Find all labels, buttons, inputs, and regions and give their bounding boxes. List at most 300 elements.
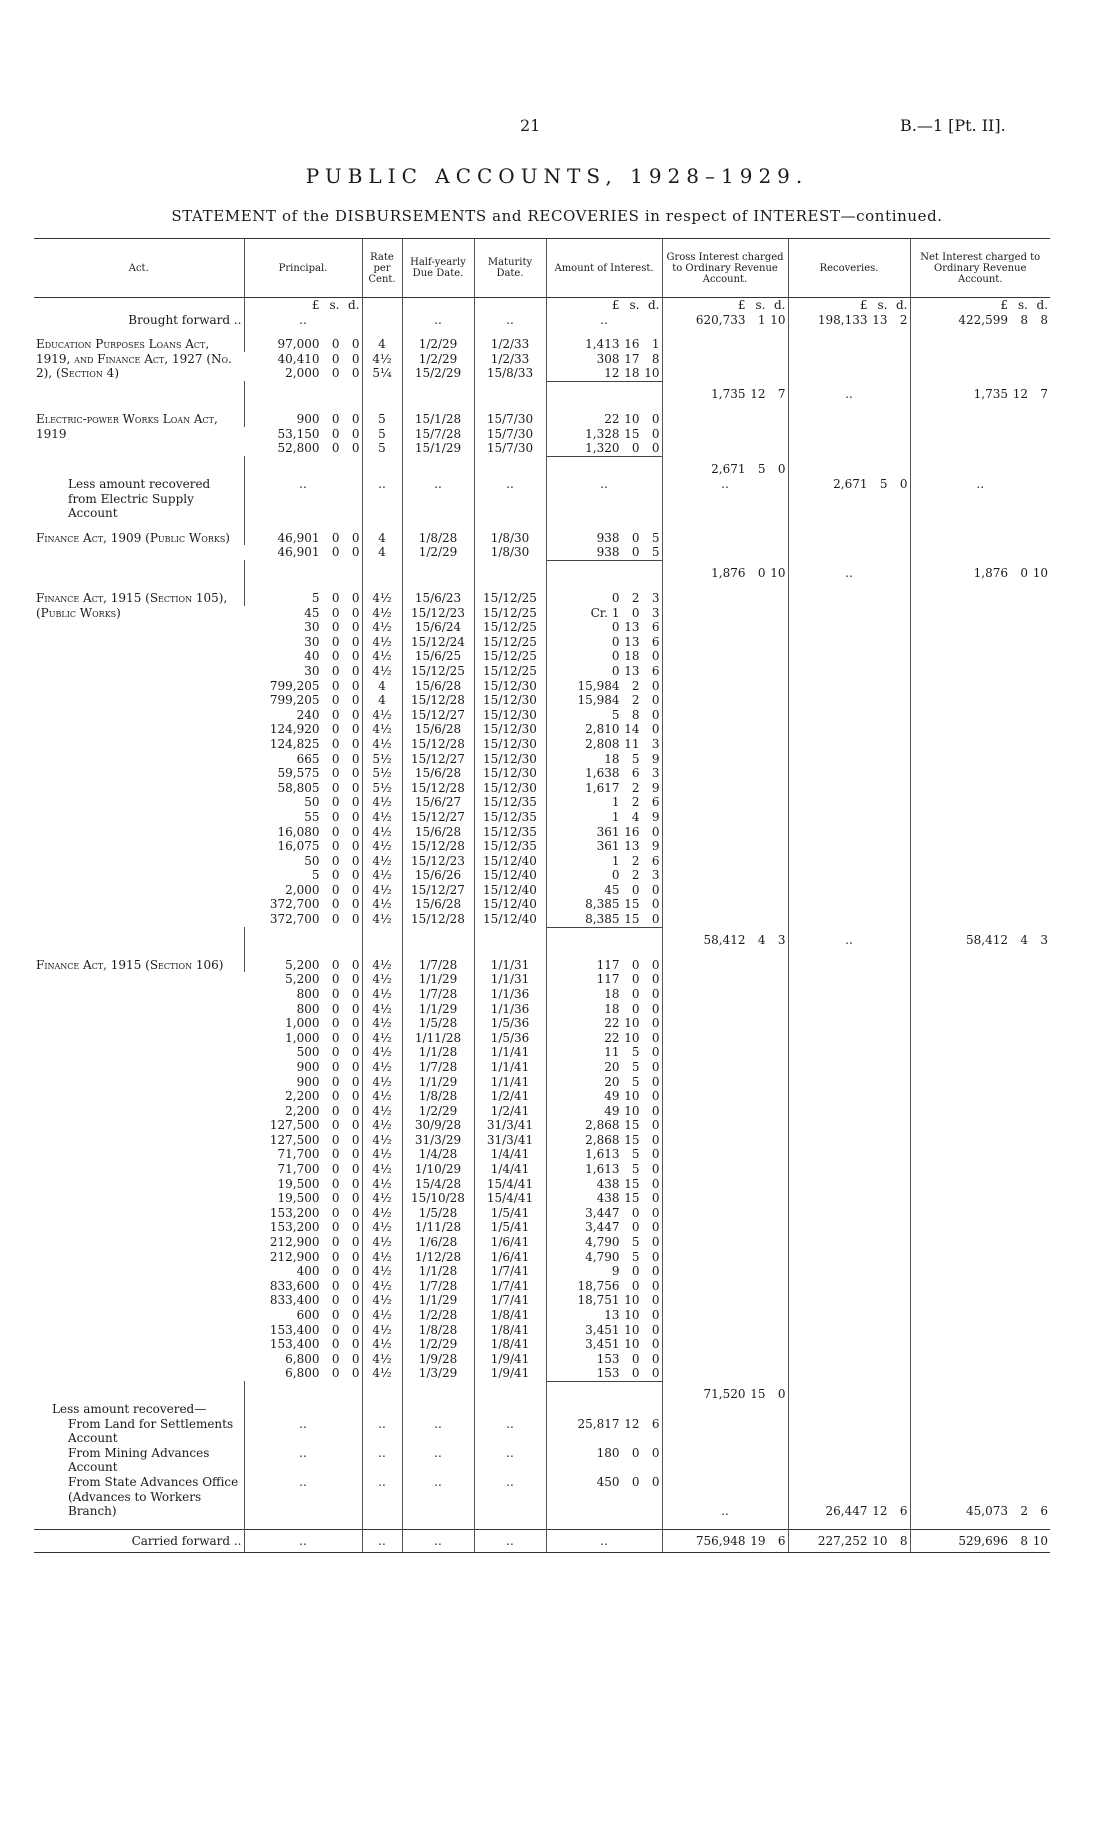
maturity-cell: 15/7/30: [474, 427, 546, 442]
spacer-row: [34, 581, 1050, 591]
pounds: 1,328: [585, 426, 620, 441]
shillings: s.: [629, 298, 640, 312]
section-net-total: [910, 560, 1050, 581]
amount-cell-value: [549, 635, 660, 650]
amount-cell-value: [549, 352, 660, 367]
shillings: 0: [331, 868, 340, 883]
recoveries-cell: [788, 1104, 910, 1119]
amount-cell: [546, 1147, 662, 1162]
pounds: £: [859, 298, 868, 312]
shillings: 0: [331, 1235, 340, 1250]
amount-cell: [546, 366, 662, 381]
amount-cell: [546, 1279, 662, 1294]
half-yearly-cell: 30/9/28: [402, 1118, 474, 1133]
pounds: 600: [296, 1308, 320, 1322]
shillings: 0: [331, 1249, 340, 1264]
recoveries-cell: [788, 427, 910, 442]
less-item-rate: ..: [362, 1446, 402, 1475]
rate-cell: 4½: [362, 854, 402, 869]
amount-cell: [546, 664, 662, 679]
recoveries-cell: [788, 781, 910, 796]
amount-cell: [546, 531, 662, 546]
section-total-row: [34, 927, 1050, 948]
principal-cell: [244, 635, 362, 650]
principal-cell-value: [247, 958, 360, 973]
total-maturity: [474, 560, 546, 581]
rate-cell: 4: [362, 545, 402, 560]
recoveries-cell: [788, 1293, 910, 1308]
half-yearly-cell: 1/9/28: [402, 1352, 474, 1367]
shillings: 0: [631, 957, 640, 972]
gross-cell: [662, 781, 788, 796]
maturity-cell: 15/12/25: [474, 620, 546, 635]
amount-cell-value: [549, 1045, 660, 1060]
pounds: 2,868: [585, 1118, 620, 1133]
half-yearly-cell: 15/6/23: [402, 591, 474, 606]
units-rate: [362, 298, 402, 313]
shillings: 0: [631, 1278, 640, 1293]
recoveries-cell: [788, 1089, 910, 1104]
pounds: 30: [304, 634, 320, 649]
rate-cell: 4½: [362, 1279, 402, 1294]
maturity-cell: 15/12/40: [474, 912, 546, 927]
pounds: 372,700: [269, 912, 320, 927]
shillings: 15: [750, 1387, 766, 1402]
shillings: 0: [331, 1278, 340, 1293]
gross-cell: [662, 958, 788, 973]
shillings: 0: [631, 1220, 640, 1235]
shillings: 5: [631, 1059, 640, 1074]
maturity-cell: 1/8/30: [474, 531, 546, 546]
maturity-cell: 15/12/30: [474, 679, 546, 694]
amount-cell: [546, 1002, 662, 1017]
gross-cell: [662, 441, 788, 456]
principal-cell-value: [246, 839, 360, 854]
spacer-cell: [402, 948, 474, 958]
shillings: 0: [331, 853, 340, 868]
rate-cell: 4½: [362, 825, 402, 840]
pounds: 153,200: [269, 1205, 320, 1220]
recoveries-cell: [788, 972, 910, 987]
pence: 0: [651, 707, 660, 722]
shillings: 16: [624, 824, 640, 839]
principal-cell: [244, 1323, 362, 1338]
amount-cell-value: [549, 693, 660, 708]
principal-cell: [244, 1293, 362, 1308]
amount-cell: [546, 1133, 662, 1148]
recoveries-cell: [788, 591, 910, 606]
principal-cell-value: [246, 679, 360, 694]
rate-cell: 4½: [362, 1104, 402, 1119]
pence: 0: [351, 707, 360, 722]
pence: 7: [777, 387, 786, 402]
less-item-rate: ..: [362, 1475, 402, 1519]
principal-cell-value: [246, 868, 360, 883]
rate-cell: 4½: [362, 1220, 402, 1235]
shillings: 12: [624, 1416, 640, 1431]
principal-cell: [244, 679, 362, 694]
pounds: 22: [604, 412, 620, 427]
total-principal: [244, 381, 362, 402]
amount-cell-value: [549, 366, 660, 381]
subtotal-net: [910, 456, 1050, 477]
net-cell: [910, 664, 1050, 679]
amount-cell-value: [549, 958, 660, 973]
cf-net-value: [913, 1534, 1049, 1549]
amount-cell-value: [549, 897, 660, 912]
half-yearly-cell: 15/6/28: [402, 766, 474, 781]
pounds: 1,613: [585, 1162, 620, 1177]
shillings: 0: [331, 693, 340, 708]
pounds: 900: [296, 1074, 320, 1089]
shillings: 0: [331, 366, 340, 381]
recoveries-cell: [788, 1016, 910, 1031]
pence: 0: [651, 1016, 660, 1031]
amount-cell: [546, 1250, 662, 1265]
rate-cell: 4½: [362, 839, 402, 854]
pence: 9: [651, 839, 660, 854]
maturity-cell: 1/5/36: [474, 1016, 546, 1031]
principal-cell-value: [246, 795, 360, 810]
pence: 10: [644, 366, 660, 381]
section-total-row: [34, 560, 1050, 581]
pence: 0: [351, 1293, 360, 1308]
pence: 0: [351, 678, 360, 693]
units-recoveries-value: [791, 298, 908, 313]
maturity-cell: 1/7/41: [474, 1264, 546, 1279]
principal-cell-value: [246, 1060, 360, 1075]
pence: 0: [351, 1176, 360, 1191]
pounds: 1,876: [973, 566, 1008, 581]
amount-cell: [546, 1118, 662, 1133]
net-cell: [910, 825, 1050, 840]
pence: 0: [351, 1191, 360, 1206]
pence: 0: [651, 1220, 660, 1235]
maturity-cell: 1/5/36: [474, 1031, 546, 1046]
principal-cell-value: [246, 1089, 360, 1104]
amount-cell-value: [549, 1031, 660, 1046]
recoveries-cell: [788, 441, 910, 456]
col-maturity: Maturity Date.: [474, 239, 546, 298]
net-cell: [910, 620, 1050, 635]
pence: 9: [651, 780, 660, 795]
pounds: 1,613: [585, 1147, 620, 1162]
gross-cell: [662, 1133, 788, 1148]
shillings: 0: [331, 1337, 340, 1352]
shillings: s.: [1018, 298, 1028, 312]
shillings: 0: [331, 545, 340, 560]
half-yearly-cell: 1/2/29: [402, 352, 474, 367]
recoveries-cell: [788, 545, 910, 560]
principal-cell: [244, 427, 362, 442]
half-yearly-cell: 15/6/28: [402, 722, 474, 737]
shillings: 5: [879, 476, 888, 491]
net-cell: [910, 1089, 1050, 1104]
half-yearly-cell: 15/10/28: [402, 1191, 474, 1206]
pounds: 3,451: [585, 1322, 620, 1337]
pence: 5: [651, 530, 660, 545]
pence: 0: [351, 722, 360, 737]
spacer-cell: [362, 402, 402, 412]
gross-cell: [662, 1352, 788, 1367]
pence: 0: [351, 1205, 360, 1220]
pence: 0: [351, 1030, 360, 1045]
rate-cell: 4½: [362, 1031, 402, 1046]
gross-cell: [662, 912, 788, 927]
pence: 0: [351, 1089, 360, 1104]
shillings: 4: [631, 809, 640, 824]
half-yearly-cell: 15/12/28: [402, 693, 474, 708]
pounds: 620,733: [695, 312, 746, 327]
recoveries-cell: [788, 531, 910, 546]
cf-gross-value: [665, 1534, 786, 1549]
less-item-label: From Land for Settlements Account: [68, 1416, 234, 1446]
amount-cell-value: [549, 708, 660, 723]
spacer-cell: [362, 521, 402, 531]
brought-forward-row: [34, 313, 1050, 328]
pence: 0: [351, 1249, 360, 1264]
principal-cell-value: [246, 897, 360, 912]
units-amount-value: [549, 298, 660, 313]
net-cell: [910, 883, 1050, 898]
pence: 0: [777, 1387, 786, 1402]
less-item-amount-value: [549, 1475, 660, 1490]
pence: 0: [651, 1074, 660, 1089]
less-item-amount-value: [549, 1446, 660, 1461]
statement-subtitle: STATEMENT of the DISBURSEMENTS and RECOVERIES in respect of INTEREST—continued.: [171, 207, 943, 225]
pence: 0: [351, 912, 360, 927]
pence: 10: [770, 566, 786, 581]
shillings: 0: [331, 766, 340, 781]
spacer-cell: [34, 581, 244, 591]
shillings: 15: [624, 1191, 640, 1206]
amount-cell-value: [549, 591, 660, 606]
gross-cell: [662, 854, 788, 869]
pounds: 1,000: [285, 1030, 320, 1045]
shillings: 0: [631, 972, 640, 987]
pence: 1: [651, 337, 660, 352]
recoveries-cell: [788, 1191, 910, 1206]
pence: 0: [651, 678, 660, 693]
shillings: 10: [624, 1030, 640, 1045]
less-half: ..: [402, 477, 474, 521]
recoveries-cell: [788, 1220, 910, 1235]
gross-cell: [662, 1075, 788, 1090]
principal-cell: [244, 781, 362, 796]
shillings: 5: [631, 1235, 640, 1250]
pence: 0: [651, 957, 660, 972]
shillings: 2: [1020, 1504, 1028, 1519]
spacer-cell: [662, 521, 788, 531]
shillings: 13: [624, 634, 640, 649]
maturity-cell: 15/7/30: [474, 441, 546, 456]
pence: 0: [651, 1249, 660, 1264]
shillings: 0: [757, 566, 766, 581]
half-yearly-cell: 15/7/28: [402, 427, 474, 442]
pounds: 45: [604, 882, 620, 897]
principal-cell: [244, 1264, 362, 1279]
net-cell: [910, 737, 1050, 752]
principal-cell: [244, 1235, 362, 1250]
recoveries-cell: [788, 679, 910, 694]
shillings: 5: [631, 1045, 640, 1060]
spacer-cell: [362, 948, 402, 958]
rate-cell: 4½: [362, 708, 402, 723]
gross-cell: [662, 412, 788, 427]
amount-cell: [546, 868, 662, 883]
pounds: 127,500: [269, 1132, 320, 1147]
principal-cell: [244, 839, 362, 854]
section-gross-total: [662, 560, 788, 581]
half-yearly-cell: 1/8/28: [402, 1323, 474, 1338]
pounds: 900: [296, 412, 320, 427]
pence: 0: [351, 1351, 360, 1366]
pence: 3: [777, 933, 786, 948]
gross-cell: [662, 649, 788, 664]
amount-cell: [546, 752, 662, 767]
pounds: 22: [604, 1030, 620, 1045]
rate-cell: 4½: [362, 1075, 402, 1090]
net-cell: [910, 412, 1050, 427]
amount-cell: [546, 1220, 662, 1235]
pence: 3: [1040, 933, 1048, 948]
pounds: 9: [611, 1264, 620, 1279]
principal-cell: [244, 693, 362, 708]
spacer-cell: [474, 948, 546, 958]
recoveries-cell: [788, 766, 910, 781]
pounds: 0: [611, 620, 620, 635]
recoveries-cell: [788, 1162, 910, 1177]
principal-cell-value: [246, 766, 360, 781]
table-row: [34, 337, 1050, 352]
amount-cell-value: [549, 1104, 660, 1119]
section-recoveries-total: ..: [788, 381, 910, 402]
recoveries-cell: [788, 912, 910, 927]
shillings: 2: [631, 868, 640, 883]
amount-cell: [546, 1337, 662, 1352]
gross-cell: [662, 1002, 788, 1017]
pence: 0: [351, 693, 360, 708]
maturity-cell: 1/4/41: [474, 1147, 546, 1162]
spacer-cell: [244, 402, 362, 412]
pence: 0: [351, 663, 360, 678]
rate-cell: 5½: [362, 766, 402, 781]
maturity-cell: 15/12/40: [474, 897, 546, 912]
amount-cell: [546, 781, 662, 796]
shillings: 0: [331, 1001, 340, 1016]
amount-cell-value: [549, 752, 660, 767]
gross-cell: [662, 366, 788, 381]
maturity-cell: 15/12/30: [474, 766, 546, 781]
pounds: 0: [611, 663, 620, 678]
principal-cell: [244, 1031, 362, 1046]
units-act: [34, 298, 244, 313]
amount-cell: [546, 1177, 662, 1192]
maturity-cell: 15/12/40: [474, 854, 546, 869]
principal-cell-value: [246, 606, 360, 621]
pence: 0: [351, 809, 360, 824]
rate-cell: 4½: [362, 883, 402, 898]
shillings: 0: [331, 722, 340, 737]
pounds: 422,599: [958, 312, 1008, 327]
shillings: 0: [331, 780, 340, 795]
gross-cell: [662, 545, 788, 560]
half-yearly-cell: 15/12/27: [402, 708, 474, 723]
total-rate: [362, 381, 402, 402]
pounds: 16,075: [277, 839, 320, 854]
pence: 0: [651, 824, 660, 839]
pounds: 2,868: [585, 1132, 620, 1147]
rate-cell: 4½: [362, 1045, 402, 1060]
gross-cell: [662, 1264, 788, 1279]
amount-cell: [546, 679, 662, 694]
less-item-gross: [662, 1417, 788, 1446]
principal-cell: [244, 1206, 362, 1221]
amount-cell: [546, 352, 662, 367]
principal-cell: [244, 737, 362, 752]
recoveries-cell: [788, 883, 910, 898]
net-cell: [910, 854, 1050, 869]
pounds: 6,800: [285, 1351, 320, 1366]
less-item-label: From State Advances Office (Advances to Workers Branch): [68, 1475, 239, 1519]
net-cell: [910, 1206, 1050, 1221]
rate-cell: 4½: [362, 1016, 402, 1031]
section-gross-subtotal-value: [665, 462, 786, 477]
rate-cell: 4½: [362, 635, 402, 650]
amount-cell-value: [549, 1220, 660, 1235]
amount-cell-value: [549, 1162, 660, 1177]
pence: 0: [651, 1205, 660, 1220]
pounds: 52,800: [277, 441, 320, 456]
rate-cell: 4½: [362, 912, 402, 927]
pounds: 15,984: [577, 678, 620, 693]
amount-cell-value: [549, 987, 660, 1002]
less-gross: ..: [662, 1475, 788, 1519]
recoveries-cell: [788, 1147, 910, 1162]
spacer-cell: [34, 948, 244, 958]
pounds: 800: [296, 986, 320, 1001]
subtotal-rate: [362, 456, 402, 477]
rate-cell: 5: [362, 441, 402, 456]
amount-cell-value: [549, 781, 660, 796]
principal-cell-value: [246, 912, 360, 927]
amount-cell: [546, 987, 662, 1002]
shillings: 0: [331, 530, 340, 545]
maturity-cell: 15/12/35: [474, 825, 546, 840]
amount-cell: [546, 795, 662, 810]
amount-cell: [546, 958, 662, 973]
amount-cell-value: [549, 1279, 660, 1294]
shillings: 0: [331, 1132, 340, 1147]
pounds: 0: [611, 591, 620, 605]
rate-cell: 4½: [362, 1235, 402, 1250]
document-reference: B.—1 [Pt. II].: [900, 116, 1006, 135]
net-cell: [910, 1293, 1050, 1308]
bf-gross-value: [665, 313, 786, 328]
pence: d.: [348, 298, 360, 312]
gross-cell: [662, 752, 788, 767]
maturity-cell: 1/8/41: [474, 1308, 546, 1323]
spacer-cell: [546, 581, 662, 591]
pence: 0: [351, 366, 360, 381]
bf-net-value: [913, 313, 1049, 328]
bf-recoveries-value: [791, 313, 908, 328]
pounds: 50: [304, 795, 320, 810]
net-cell: [910, 1250, 1050, 1265]
rate-cell: 4½: [362, 620, 402, 635]
shillings: 0: [331, 1191, 340, 1206]
cf-gross: [662, 1529, 788, 1553]
